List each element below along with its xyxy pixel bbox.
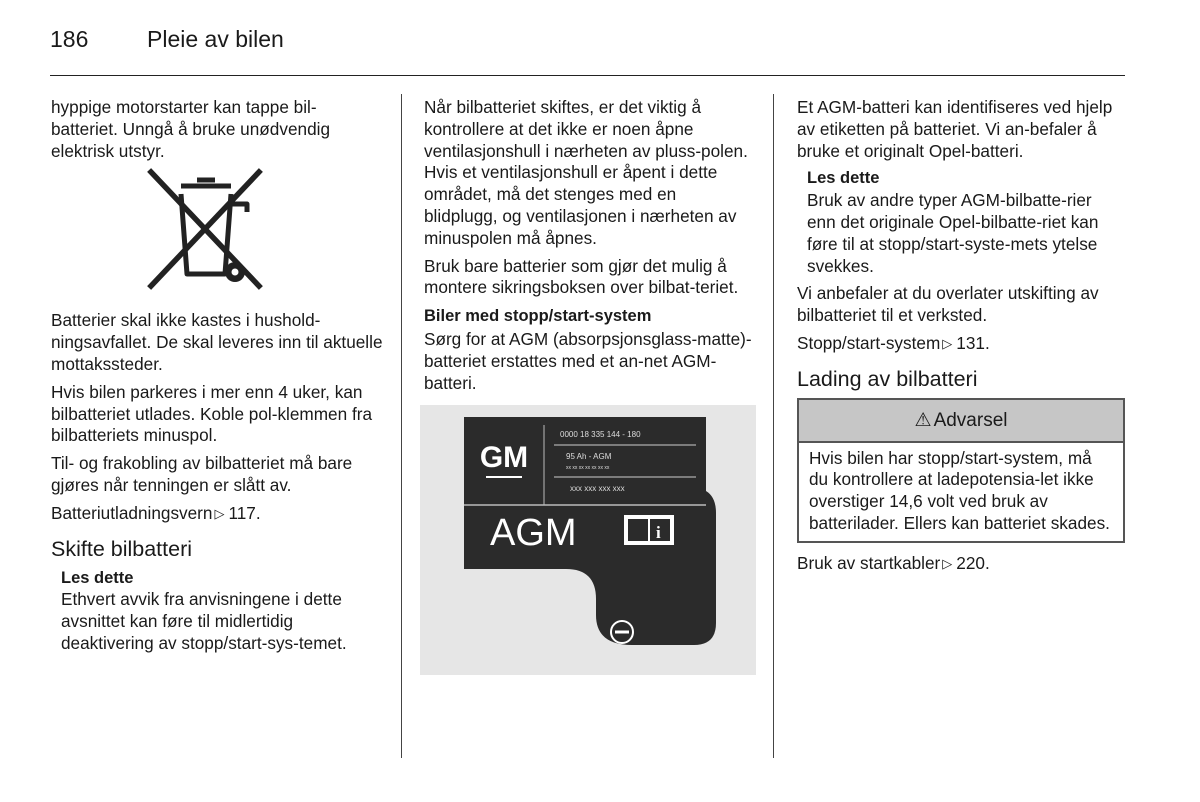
label-line-3: xx xx xx xx xx xx xx bbox=[566, 464, 610, 471]
reference-text: Stopp/start-system bbox=[797, 332, 941, 353]
paragraph: hyppige motorstarter kan tappe bil-batteriet. Unngå å bruke unødvendig elektrisk utstyr. bbox=[51, 97, 331, 161]
label-line-1: 0000 18 335 144 - 180 bbox=[560, 429, 641, 439]
reference-page: 131. bbox=[956, 332, 990, 353]
section-heading: Lading av bilbatteri bbox=[797, 366, 978, 391]
paragraph: Til- og frakobling av bilbatteriet må bare gjøres når tenningen er slått av. bbox=[51, 453, 353, 495]
label-line-2: 95 Ah - AGM bbox=[566, 451, 612, 461]
note-title: Les dette bbox=[807, 169, 880, 188]
agm-battery-label-image bbox=[420, 405, 756, 675]
cross-reference bbox=[51, 503, 383, 526]
note-text: Bruk av andre typer AGM-bilbatte-rier enn det originale Opel-bilbatte-riet kan føre til at stopp/start-syste-mets ytelse svekkes. bbox=[807, 190, 1099, 276]
cross-reference bbox=[797, 333, 1125, 356]
page-reference-arrow-icon bbox=[940, 333, 956, 353]
warning-box bbox=[797, 398, 1125, 543]
section-heading: Skifte bilbatteri bbox=[51, 536, 193, 561]
cross-reference bbox=[797, 553, 1125, 576]
note-block bbox=[61, 568, 383, 655]
crossed-out-wheelie-bin-icon bbox=[147, 168, 265, 296]
agm-text: AGM bbox=[490, 511, 577, 554]
reference-page: 220. bbox=[956, 552, 990, 573]
paragraph: Batterier skal ikke kastes i hushold-ningsavfallet. De skal leveres inn til aktuelle mottakssteder. bbox=[51, 310, 383, 374]
note-title: Les dette bbox=[61, 568, 134, 587]
reference-page: 117. bbox=[228, 502, 261, 523]
page-title: Pleie av bilen bbox=[147, 26, 284, 52]
manual-info-icon bbox=[624, 515, 674, 545]
page-reference-arrow-icon bbox=[212, 503, 228, 523]
svg-text:i: i bbox=[656, 522, 661, 542]
paragraph: Vi anbefaler at du overlater utskifting av bilbatteriet til et verksted. bbox=[797, 283, 1099, 326]
column-1 bbox=[51, 97, 383, 661]
page-number: 186 bbox=[50, 26, 89, 52]
warning-header bbox=[799, 400, 1123, 443]
page-reference-arrow-icon bbox=[940, 553, 956, 573]
reference-text: Bruk av startkabler bbox=[797, 552, 941, 573]
paragraph: Bruk bare batterier som gjør det mulig å montere sikringsboksen over bilbat-teriet. bbox=[424, 255, 739, 298]
paragraph: Et AGM-batteri kan identifiseres ved hjelp av etiketten på batteriet. Vi an-befaler å bruke et originalt Opel-batteri. bbox=[797, 97, 1113, 161]
column-3 bbox=[797, 97, 1125, 582]
note-text: Ethvert avvik fra anvisningene i dette avsnittet kan føre til midlertidig deaktivering av stopp/start-sys-temet. bbox=[61, 589, 347, 653]
warning-triangle-icon: ⚠ bbox=[914, 409, 932, 431]
column-divider-1 bbox=[401, 94, 402, 758]
warning-text: Hvis bilen har stopp/start-system, må du kontrollere at ladepotensia-let ikke overstiger 14,6 volt ved bruk av batterilader. Ellers kan batteriet skades. bbox=[809, 447, 1110, 533]
column-divider-2 bbox=[773, 94, 774, 758]
header-rule bbox=[50, 75, 1125, 76]
gm-logo-text: GM bbox=[479, 440, 529, 474]
paragraph: Hvis bilen parkeres i mer enn 4 uker, kan bilbatteriet utlades. Koble pol-klemmen fra bilbatteriets minuspol. bbox=[51, 381, 372, 446]
column-2 bbox=[424, 97, 754, 675]
warning-title: Advarsel bbox=[933, 409, 1008, 431]
subheading: Biler med stopp/start-system bbox=[424, 307, 652, 326]
paragraph: Sørg for at AGM (absorpsjonsglass-matte)-batteriet erstattes med et an-net AGM-batteri. bbox=[424, 329, 752, 393]
paragraph: Når bilbatteriet skiftes, er det viktig å kontrollere at det ikke er noen åpne ventilasjonshull i nærheten av pluss-polen. Hvis et ventilasjonshull er åpent i dette området, må det stenges med en blidplugg, og ventilasjonen i nærheten av minuspolen må åpnes. bbox=[424, 97, 748, 248]
reference-text: Batteriutladningsvern bbox=[51, 502, 213, 523]
label-line-4: xxx xxx xxx xxx bbox=[570, 483, 625, 493]
note-block bbox=[807, 168, 1125, 277]
